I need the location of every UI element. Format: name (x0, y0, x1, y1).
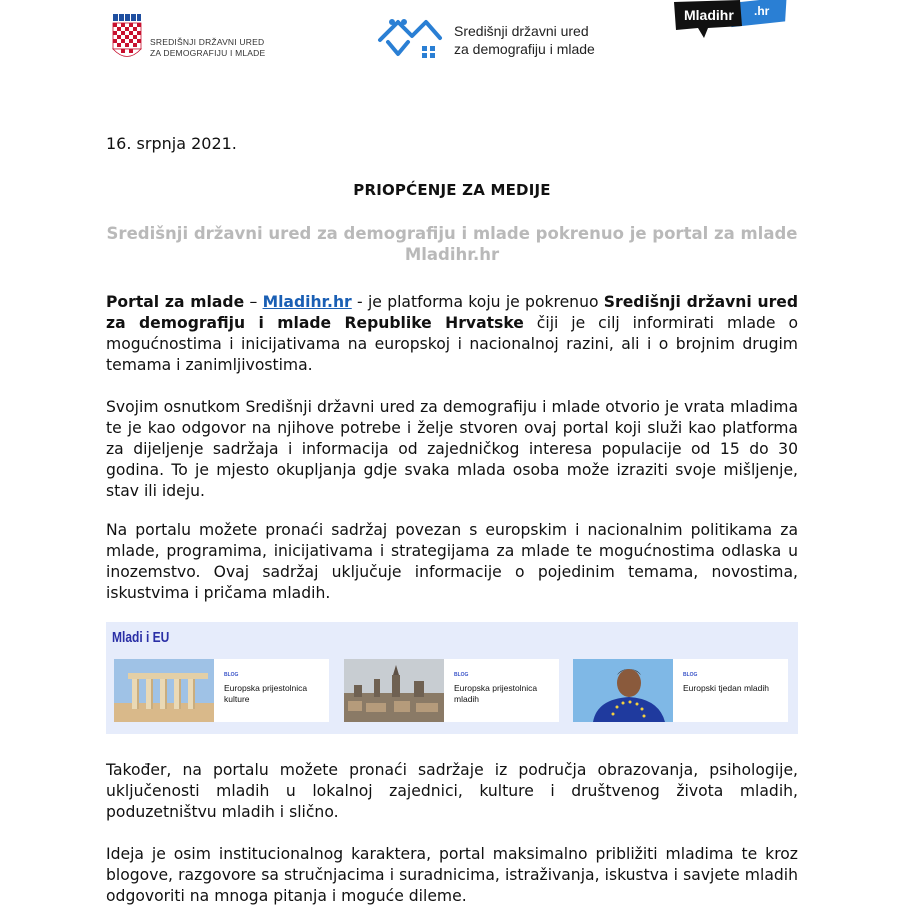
paragraph-2: Svojim osnutkom Središnji državni ured za demografiju i mlade otvorio je vrata mladima te je kao odgovor na njihove potrebe i želje stvoren ovaj portal koji služi kao platforma za dijeljenje sadržaja i informacija od zajedničkog interesa populacije od 15 do 30 godina. To je mjesto okupljanja gdje svaka mlada osoba može izraziti svoje mišljenje, stav ili ideju. (106, 398, 798, 500)
logo-center-line1: Središnji državni ured (454, 23, 589, 39)
p1-mid: - je platforma koju je pokrenuo (351, 293, 604, 311)
card-tag: BLOG (224, 672, 239, 678)
banner-card[interactable] (573, 659, 788, 722)
card-tag: BLOG (683, 672, 698, 678)
card-image-ruins (114, 659, 214, 722)
paragraph-5: Ideja je osim institucionalnog karaktera, portal maksimalno približiti mladima te kroz blogove, razgovore sa stručnjacima i suradnicima, istraživanja, iskustva i savjete mladih odgovoriti na mnoga pitanja i moguće dileme. (106, 845, 798, 905)
logo-government (112, 14, 312, 62)
card-title: Europska prijestolnica kulture (224, 683, 308, 704)
logo-left-line2: ZA DEMOGRAFIJU I MLADE (150, 48, 266, 58)
mladihr-link[interactable]: Mladihr.hr (262, 293, 352, 311)
banner-card[interactable] (114, 659, 329, 722)
p1-bold-lead: Portal za mlade (106, 293, 245, 311)
p1-tail: čiji je cilj informirati mlade o mogućnostima i inicijativama na europskoj i nacionalnoj razini, ali i o brojnim drugim temama i zanimljivostima. (106, 314, 798, 374)
logo-left-line1: SREDIŠNJI DRŽAVNI URED (150, 37, 265, 47)
p1-bold-org: Središnji državni ured za demografiju i mlade Republike Hrvatske (106, 293, 799, 332)
speech-bubble-logo-icon (670, 0, 790, 44)
logo-right-text: Mladihr (684, 7, 734, 23)
logo-right-suffix: .hr (754, 4, 770, 18)
banner-title: Mladi i EU (112, 629, 170, 646)
document-subtitle: Središnji državni ured za demografiju i mlade pokrenuo je portal za mlade Mladihr.hr (106, 224, 798, 264)
p1-dash: – (244, 293, 263, 311)
release-title: PRIOPĆENJE ZA MEDIJE (353, 181, 551, 199)
card-title: Europski tjedan mladih (683, 683, 769, 693)
mladi-i-eu-banner (106, 622, 798, 734)
logo-office (374, 16, 614, 64)
card-image-eu-flag-person (573, 659, 673, 722)
paragraph-3: Na portalu možete pronaći sadržaj povezan s europskim i nacionalnim politikama za mlade, programima, inicijativama i strategijama za mlade te mogućnostima odlaska u inozemstvo. Ovaj sadržaj uključuje informacije o pojedinim temama, novostima, iskustvima i pričama mladih. (106, 521, 798, 602)
card-tag: BLOG (454, 672, 469, 678)
card-title: Europska prijestolnica mladih (454, 683, 538, 704)
logo-mladihr (670, 0, 790, 44)
banner-card[interactable] (344, 659, 559, 722)
paragraph-4: Također, na portalu možete pronaći sadržaje iz područja obrazovanja, psihologije, uključenosti mladih u lokalnoj zajednici, kulture i društvenog života mladih, poduzetništvu mladih i slično. (106, 761, 798, 821)
croatian-coat-of-arms-icon (112, 14, 142, 62)
house-people-logo-icon (374, 16, 446, 60)
document-date: 16. srpnja 2021. (106, 134, 237, 153)
card-image-city (344, 659, 444, 722)
paragraph-1 (106, 292, 798, 376)
logo-center-line2: za demografiju i mlade (454, 41, 595, 57)
